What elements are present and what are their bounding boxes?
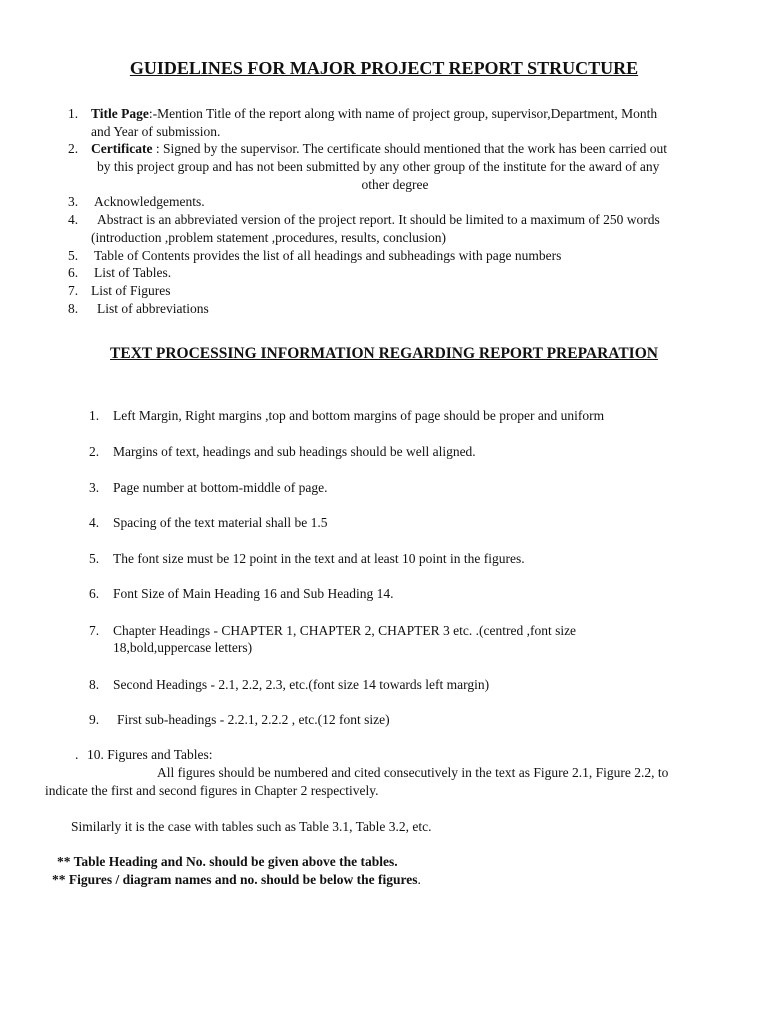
list-item-number: 3. xyxy=(68,194,79,209)
paragraph-line: All figures should be numbered and cited consecutively in the text as Figure 2.1, Figure 2.2, to xyxy=(157,765,669,780)
list-item-text: Left Margin, Right margins ,top and bottom margins of page should be proper and uniform xyxy=(113,408,605,423)
list-item-number: 9. xyxy=(89,712,100,727)
list-item-number: 5. xyxy=(89,551,100,566)
list-item-text: Page number at bottom-middle of page. xyxy=(113,480,328,495)
list-item-number: 2. xyxy=(68,141,79,156)
page-title: GUIDELINES FOR MAJOR PROJECT REPORT STRUCTURE xyxy=(129,58,639,78)
list-item xyxy=(91,105,657,123)
list-item-number: 2. xyxy=(89,444,100,459)
list-item-text: Table of Contents provides the list of all headings and subheadings with page numbers xyxy=(94,248,562,263)
list-item-continuation: and Year of submission. xyxy=(91,124,221,139)
list-item-number: 4. xyxy=(89,515,100,530)
list-item-continuation: 18,bold,uppercase letters) xyxy=(113,640,253,655)
list-item-number: 8. xyxy=(89,677,100,692)
list-item-text: Chapter Headings - CHAPTER 1, CHAPTER 2, CHAPTER 3 etc. .(centred ,font size xyxy=(113,623,577,638)
list-item-number: 3. xyxy=(89,480,100,495)
list-item-text: Spacing of the text material shall be 1.5 xyxy=(113,515,328,530)
list-item-label: Title Page xyxy=(91,106,149,121)
list-item-text: : Signed by the supervisor. The certificate should mentioned that the work has been carried out xyxy=(152,141,667,156)
list-item-continuation: other degree xyxy=(361,177,429,192)
list-item-number: 4. xyxy=(68,212,79,227)
list-item-text: First sub-headings - 2.2.1, 2.2.2 , etc.(12 font size) xyxy=(117,712,390,727)
section-heading: TEXT PROCESSING INFORMATION REGARDING REPORT PREPARATION xyxy=(110,345,658,362)
list-item-text: Abstract is an abbreviated version of the project report. It should be limited to a maximum of 250 words xyxy=(97,212,660,227)
list-item-text: Font Size of Main Heading 16 and Sub Heading 14. xyxy=(113,586,394,601)
note-period: . xyxy=(417,872,421,887)
list-item-number: 7. xyxy=(89,623,100,638)
note-text: ** Figures / diagram names and no. should be below the figures xyxy=(52,872,418,887)
list-item-number: 6. xyxy=(68,265,79,280)
list-item-number: 1. xyxy=(89,408,100,423)
list-item-text: List of Figures xyxy=(91,283,171,298)
paragraph-line: indicate the first and second figures in Chapter 2 respectively. xyxy=(45,783,379,798)
list-item-text: :-Mention Title of the report along with name of project group, supervisor,Department, Month xyxy=(148,106,658,121)
list-item-number: 7. xyxy=(68,283,79,298)
list-item-text: Second Headings - 2.1, 2.2, 2.3, etc.(font size 14 towards left margin) xyxy=(113,677,490,692)
list-item-text: The font size must be 12 point in the text and at least 10 point in the figures. xyxy=(113,551,525,566)
paragraph: Similarly it is the case with tables such as Table 3.1, Table 3.2, etc. xyxy=(71,819,432,834)
list-item-continuation: by this project group and has not been submitted by any other group of the institute for the award of any xyxy=(97,159,660,174)
list-item-text: List of abbreviations xyxy=(97,301,209,316)
list-item-continuation: (introduction ,problem statement ,procedures, results, conclusion) xyxy=(91,230,447,245)
list-item-number: 5. xyxy=(68,248,79,263)
list-item-number: 6. xyxy=(89,586,100,601)
list-item-number: 1. xyxy=(68,106,79,121)
list-item xyxy=(91,140,667,158)
list-item-label: Certificate xyxy=(91,141,153,156)
list-item-text: Margins of text, headings and sub headings should be well aligned. xyxy=(113,444,476,459)
note-figure-names xyxy=(52,871,421,889)
list-item-number: 8. xyxy=(68,301,79,316)
stray-period: . xyxy=(75,747,79,762)
list-item-text: 10. Figures and Tables: xyxy=(87,747,213,762)
note-table-heading: ** Table Heading and No. should be given above the tables. xyxy=(57,854,398,869)
list-item-text: Acknowledgements. xyxy=(94,194,205,209)
list-item-text: List of Tables. xyxy=(94,265,172,280)
